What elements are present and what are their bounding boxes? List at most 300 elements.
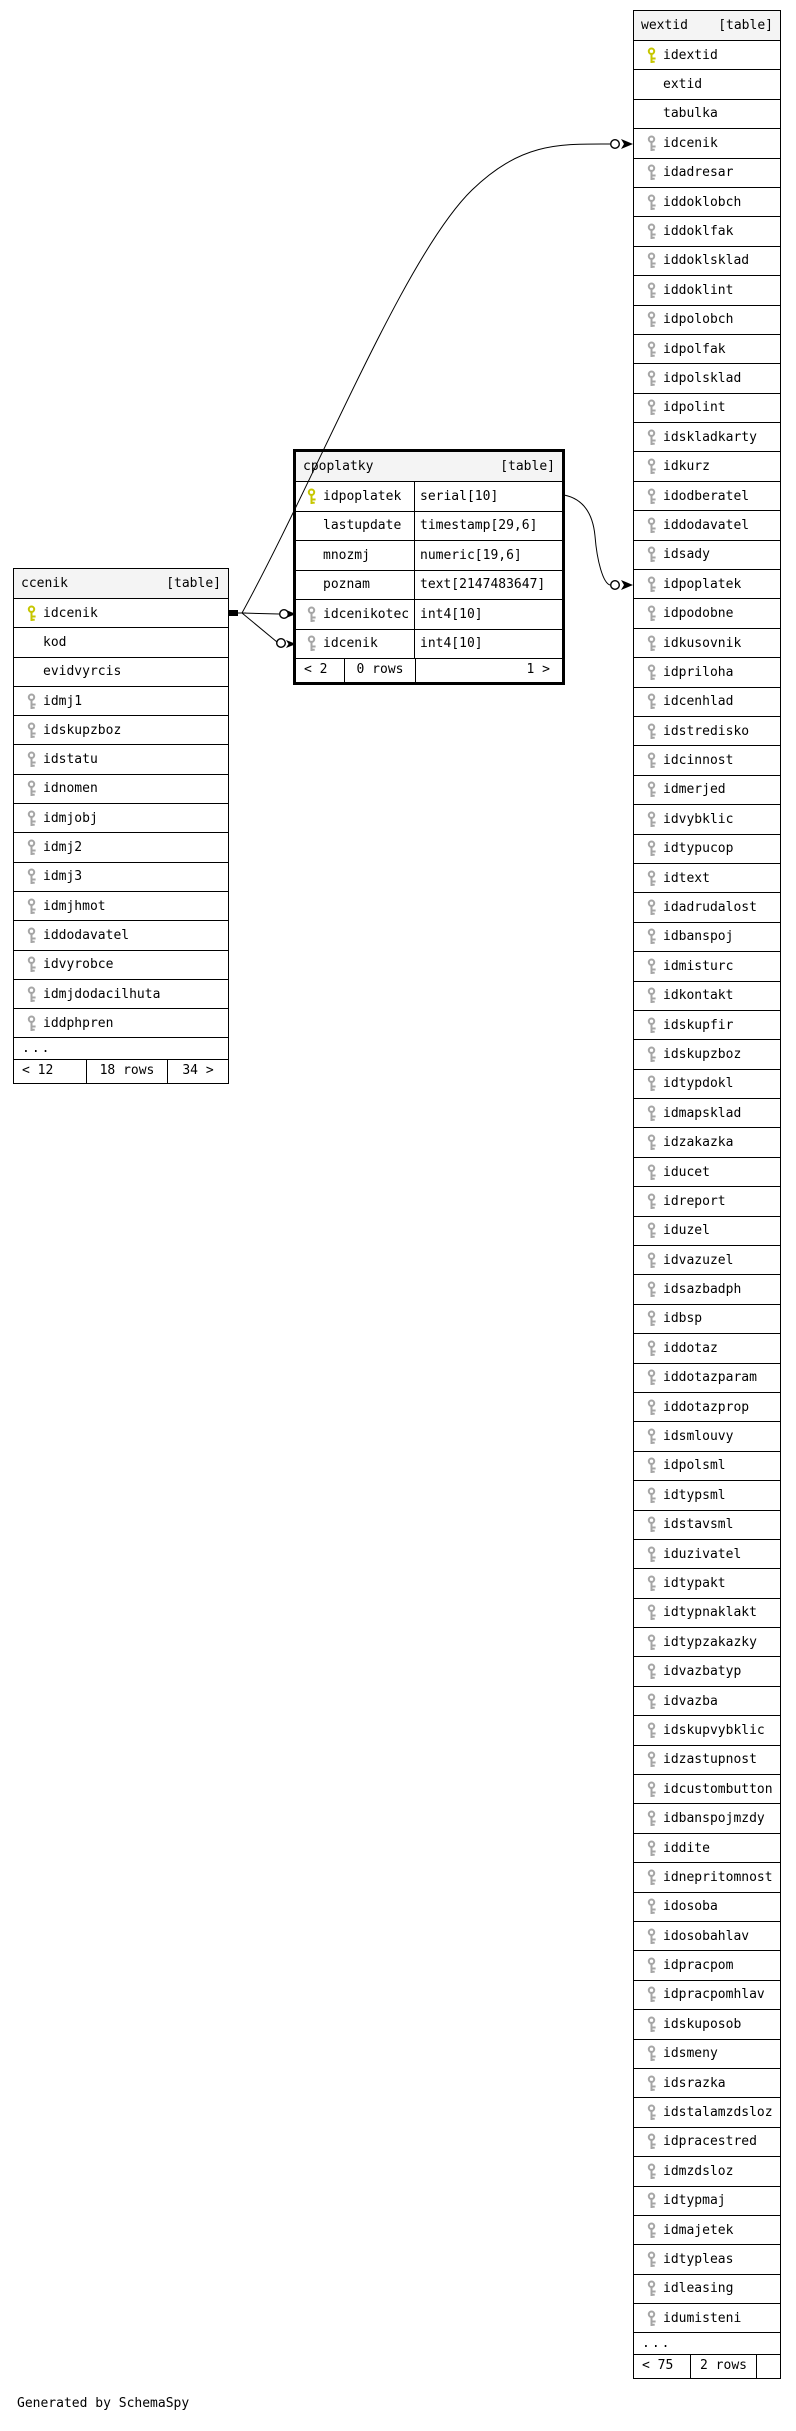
column-row-idpolobch [634,306,780,335]
table-name: ccenik [21,576,68,591]
column-row-idtypzakazky [634,1628,780,1657]
column-row-idskupzboz [14,716,228,745]
foreign-key-icon [646,2045,657,2062]
column-name: idpolfak [663,341,726,357]
column-type: text[2147483647] [420,577,546,593]
column-row-idvazba [634,1687,780,1716]
column-row-idskupvybklic [634,1716,780,1745]
column-row-idstavsml [634,1511,780,1540]
column-row-idskladkarty [634,423,780,452]
column-row-idosobahlav [634,1922,780,1951]
column-row-idsazbadph [634,1275,780,1304]
table-tag: [table] [718,18,773,33]
foreign-key-icon [646,840,657,857]
column-name: iddite [663,1840,710,1856]
column-type: serial[10] [420,488,499,504]
column-name: idmzdsloz [663,2163,734,2179]
column-name: idzakazka [663,1135,734,1151]
column-row-idpolfak [634,335,780,364]
column-row-idmerjed [634,776,780,805]
foreign-key-icon [646,429,657,446]
column-name: iddoklfak [663,224,734,240]
column-name: idmj1 [43,693,83,709]
foreign-key-icon [646,2075,657,2092]
foreign-key-icon [646,811,657,828]
foreign-key-icon [646,370,657,387]
foreign-key-icon [646,2280,657,2297]
foreign-key-icon [646,1810,657,1827]
column-row-idbanspoj [634,923,780,952]
foreign-key-icon [646,635,657,652]
column-row-idzakazka [634,1128,780,1157]
foreign-key-icon [26,751,37,768]
column-row-idmj3 [14,863,228,892]
foreign-key-icon [646,1369,657,1386]
column-name: idsazbadph [663,1282,742,1298]
foreign-key-icon [646,458,657,475]
column-row-idkontakt [634,982,780,1011]
rel-ccenik-idcenik-to-cpoplatky-idcenik [242,613,296,648]
column-row-evidvyrcis [14,658,228,687]
column-name: idvazuzel [663,1252,734,1268]
foreign-key-icon [646,1399,657,1416]
column-name: extid [663,77,703,93]
foreign-key-icon [646,1957,657,1974]
foreign-key-icon [646,488,657,505]
foreign-key-icon [646,194,657,211]
foreign-key-icon [646,870,657,887]
column-name: idskupzboz [663,1046,742,1062]
column-row-idpodobne [634,599,780,628]
column-name: idumisteni [663,2310,742,2326]
foreign-key-icon [646,987,657,1004]
column-name: idtypdokl [663,1076,734,1092]
column-row-idadrudalost [634,893,780,922]
table-ccenik-footer [14,1060,228,1083]
column-name: idleasing [663,2281,734,2297]
column-name: iducet [663,1164,710,1180]
foreign-key-icon [646,1840,657,1857]
primary-key-icon [646,47,657,64]
foreign-key-icon [26,868,37,885]
table-name: cpoplatky [303,459,374,474]
column-name: idvyrobce [43,957,114,973]
column-row-idmjobj [14,804,228,833]
column-row-iddphpren [14,1009,228,1038]
column-name: idsmeny [663,2046,718,2062]
column-row-idsmlouvy [634,1422,780,1451]
column-row-idbanspojmzdy [634,1804,780,1833]
column-row-idcenik [296,630,562,660]
column-name: idpracestred [663,2134,757,2150]
foreign-key-icon [646,282,657,299]
column-name: idmj2 [43,840,83,856]
column-row-idtypsml [634,1481,780,1510]
foreign-key-icon [26,927,37,944]
column-name: idmapsklad [663,1105,742,1121]
column-name: idstavsml [663,1517,734,1533]
column-name: idskupzboz [43,722,122,738]
column-row-idpolsml [634,1452,780,1481]
column-name: idskupvybklic [663,1722,765,1738]
column-name: idcenikotec [323,606,410,622]
table-cpoplatky-footer [296,659,562,682]
column-row-iduzivatel [634,1540,780,1569]
column-name: iddodavatel [663,517,750,533]
column-row-mnozmj [296,541,562,571]
column-name: idmjobj [43,810,98,826]
foreign-key-icon [646,1193,657,1210]
column-row-iddoklfak [634,217,780,246]
foreign-key-icon [306,606,317,623]
column-name: mnozmj [323,547,370,563]
foreign-key-icon [26,956,37,973]
column-row-idumisteni [634,2304,780,2333]
column-row-idcinnost [634,746,780,775]
table-wextid-header[interactable] [634,11,780,41]
column-row-extid [634,70,780,99]
foreign-key-icon [646,546,657,563]
truncated-columns-row: ... [634,2333,780,2355]
foreign-key-icon [646,2251,657,2268]
column-row-iducet [634,1158,780,1187]
column-row-idskupzboz [634,1040,780,1069]
column-row-idtypnaklakt [634,1599,780,1628]
column-row-lastupdate [296,512,562,542]
generated-by-label: Generated by SchemaSpy [17,2396,190,2411]
column-row-idmj2 [14,833,228,862]
foreign-key-icon [646,2163,657,2180]
column-name: iddotazparam [663,1370,757,1386]
foreign-key-icon [26,693,37,710]
foreign-key-icon [646,2016,657,2033]
column-name: idcinnost [663,753,734,769]
column-name: idextid [663,47,718,63]
column-name: idtypnaklakt [663,1605,757,1621]
table-tag: [table] [166,576,221,591]
column-row-idnomen [14,775,228,804]
table-ccenik [13,568,229,1084]
column-row-idleasing [634,2275,780,2304]
footer-parents-count: < 12 [14,1060,87,1083]
column-name: idtypzakazky [663,1634,757,1650]
foreign-key-icon [646,1575,657,1592]
column-row-idbsp [634,1305,780,1334]
foreign-key-icon [646,1340,657,1357]
column-row-iddotaz [634,1334,780,1363]
column-name: lastupdate [323,518,402,534]
column-row-idodberatel [634,482,780,511]
foreign-key-icon [646,723,657,740]
column-name: idmajetek [663,2222,734,2238]
foreign-key-icon [646,899,657,916]
column-name: idosoba [663,1899,718,1915]
footer-children-count [757,2355,780,2378]
column-row-idskupfir [634,1011,780,1040]
column-row-idsady [634,541,780,570]
footer-row-count: 18 rows [87,1060,168,1083]
column-type: int4[10] [420,636,483,652]
foreign-key-icon [646,1281,657,1298]
foreign-key-icon [646,2192,657,2209]
column-row-tabulka [634,100,780,129]
column-name: idtypmaj [663,2193,726,2209]
foreign-key-icon [646,1546,657,1563]
column-name: idsmlouvy [663,1429,734,1445]
column-name: idskupfir [663,1017,734,1033]
foreign-key-icon [646,164,657,181]
column-name: idtypakt [663,1576,726,1591]
column-name: idskladkarty [663,429,757,445]
column-row-idstatu [14,745,228,774]
foreign-key-icon [646,1487,657,1504]
table-wextid [633,10,781,2379]
column-name: iddodavatel [43,927,130,943]
column-name: idadrudalost [663,900,757,916]
column-row-idmisturc [634,952,780,981]
foreign-key-icon [26,780,37,797]
column-row-iddoklsklad [634,247,780,276]
column-row-idpracpom [634,1951,780,1980]
column-row-idosoba [634,1893,780,1922]
column-name: idstatu [43,752,98,768]
column-name: idadresar [663,165,734,181]
footer-children-count: 34 > [182,1063,214,1079]
column-name: kod [43,634,67,650]
column-name: idmj3 [43,869,83,885]
table-ccenik-header[interactable] [14,569,228,599]
foreign-key-icon [646,135,657,152]
foreign-key-icon [646,1105,657,1122]
column-row-idextid [634,41,780,70]
column-row-idvyrobce [14,951,228,980]
column-name: idcenik [43,605,98,621]
column-name: idpracpomhlav [663,1987,765,2003]
column-row-iddoklobch [634,188,780,217]
table-tag: [table] [500,459,555,474]
footer-parents-count: < 2 [296,659,345,682]
footer-row-count: 0 rows [345,659,416,682]
column-name: idnomen [43,781,98,797]
column-type: timestamp[29,6] [420,518,538,534]
foreign-key-icon [646,1252,657,1269]
column-row-idsmeny [634,2040,780,2069]
column-name: idcenhlad [663,694,734,710]
column-name: idreport [663,1193,726,1209]
column-row-idtypleas [634,2245,780,2274]
foreign-key-icon [646,1310,657,1327]
foreign-key-icon [646,1017,657,1034]
table-cpoplatky [293,449,565,685]
foreign-key-icon [646,1751,657,1768]
column-row-iddodavatel [14,921,228,950]
column-name: idsrazka [663,2075,726,2091]
relationship-source-anchor [229,610,238,616]
column-name: idpracpom [663,1958,734,1974]
column-name: idkontakt [663,988,734,1004]
column-name: iddotazprop [663,1399,750,1415]
column-row-iddodavatel [634,511,780,540]
foreign-key-icon [646,605,657,622]
foreign-key-icon [26,986,37,1003]
foreign-key-icon [646,2222,657,2239]
column-row-idkusovnik [634,629,780,658]
foreign-key-icon [646,1075,657,1092]
column-name: idskuposob [663,2016,742,2032]
column-row-iddotazparam [634,1364,780,1393]
foreign-key-icon [646,1604,657,1621]
column-name: idpoplatek [323,488,402,504]
foreign-key-icon [646,1898,657,1915]
column-name: idpolsml [663,1458,726,1474]
foreign-key-icon [646,2133,657,2150]
foreign-key-icon [646,664,657,681]
column-name: iddotaz [663,1340,718,1356]
column-row-idstredisko [634,717,780,746]
column-row-idcenikotec [296,600,562,630]
column-name: idmjhmot [43,898,106,914]
column-row-idvybklic [634,805,780,834]
column-row-idmjhmot [14,892,228,921]
foreign-key-icon [646,517,657,534]
foreign-key-icon [306,635,317,652]
foreign-key-icon [26,839,37,856]
column-name: idpoplatek [663,576,742,592]
foreign-key-icon [646,752,657,769]
foreign-key-icon [646,223,657,240]
column-row-idvazbatyp [634,1657,780,1686]
column-row-idpriloha [634,658,780,687]
column-row-idskuposob [634,2010,780,2039]
column-name: iddoklsklad [663,253,750,269]
column-row-idcenhlad [634,688,780,717]
column-name: idpolint [663,400,726,416]
column-name: idtypleas [663,2251,734,2267]
column-name: idcenik [663,135,718,151]
foreign-key-icon [26,1015,37,1032]
column-name: idvazba [663,1693,718,1709]
column-row-iddoklint [634,276,780,305]
foreign-key-icon [646,1457,657,1474]
column-row-idstalamzdsloz [634,2098,780,2127]
column-row-idpolsklad [634,364,780,393]
column-row-poznam [296,571,562,601]
foreign-key-icon [646,1722,657,1739]
column-name: idkusovnik [663,635,742,651]
column-name: idtypucop [663,841,734,857]
column-row-idpracpomhlav [634,1981,780,2010]
table-name: wextid [641,18,688,33]
column-name: iddoklint [663,282,734,298]
foreign-key-icon [646,2104,657,2121]
foreign-key-icon [646,1164,657,1181]
foreign-key-icon [646,1046,657,1063]
column-name: idbanspoj [663,929,734,945]
primary-key-icon [26,605,37,622]
column-name: idmerjed [663,782,726,798]
column-row-idpoplatek [296,482,562,512]
column-name: idvybklic [663,811,734,827]
foreign-key-icon [646,693,657,710]
column-name: idpolobch [663,312,734,328]
foreign-key-icon [646,1781,657,1798]
foreign-key-icon [646,399,657,416]
column-row-idtypakt [634,1569,780,1598]
column-row-idmj1 [14,687,228,716]
column-name: idcenik [323,636,378,652]
column-row-idtypdokl [634,1070,780,1099]
column-type: numeric[19,6] [420,547,522,563]
column-name: idvazbatyp [663,1664,742,1680]
column-name: iduzivatel [663,1546,742,1562]
rel-cpoplatky-idpoplatek-to-wextid-idpoplatek [564,495,633,590]
table-wextid-footer [634,2355,780,2378]
column-name: idzastupnost [663,1752,757,1768]
primary-key-icon [306,488,317,505]
foreign-key-icon [646,928,657,945]
column-row-idtypucop [634,835,780,864]
column-name: idmisturc [663,958,734,974]
column-row-idmzdsloz [634,2157,780,2186]
column-name: idodberatel [663,488,750,504]
foreign-key-icon [646,1663,657,1680]
column-name: iddoklobch [663,194,742,210]
foreign-key-icon [646,2310,657,2327]
column-row-idmjdodacilhuta [14,980,228,1009]
foreign-key-icon [646,1869,657,1886]
foreign-key-icon [646,1634,657,1651]
column-row-idpracestred [634,2128,780,2157]
column-row-idmajetek [634,2216,780,2245]
column-row-idpolint [634,394,780,423]
column-name: poznam [323,577,370,593]
column-row-idcenik [634,129,780,158]
column-row-idvazuzel [634,1246,780,1275]
column-type: int4[10] [420,606,483,622]
column-name: idpolsklad [663,370,742,386]
foreign-key-icon [646,1222,657,1239]
column-row-idmapsklad [634,1099,780,1128]
foreign-key-icon [646,1516,657,1533]
truncated-columns-row: ... [14,1038,228,1060]
column-name: idbsp [663,1311,703,1327]
column-name: idsady [663,547,710,563]
column-name: iddphpren [43,1015,114,1031]
column-row-idnepritomnost [634,1863,780,1892]
column-name: evidvyrcis [43,664,122,680]
column-name: idcustombutton [663,1781,773,1797]
column-row-idzastupnost [634,1746,780,1775]
column-row-idcenik [14,599,228,628]
column-name: idstredisko [663,723,750,739]
column-row-idtext [634,864,780,893]
column-row-kod [14,628,228,657]
column-row-idkurz [634,452,780,481]
foreign-key-icon [646,311,657,328]
foreign-key-icon [646,576,657,593]
column-name: idmjdodacilhuta [43,986,161,1002]
column-row-idcustombutton [634,1775,780,1804]
table-cpoplatky-header[interactable] [296,452,562,482]
column-row-idreport [634,1187,780,1216]
foreign-key-icon [26,898,37,915]
column-name: idnepritomnost [663,1869,773,1885]
column-name: idosobahlav [663,1928,750,1944]
column-name: idbanspojmzdy [663,1811,765,1827]
column-name: idtext [663,870,710,886]
foreign-key-icon [26,810,37,827]
foreign-key-icon [646,1134,657,1151]
